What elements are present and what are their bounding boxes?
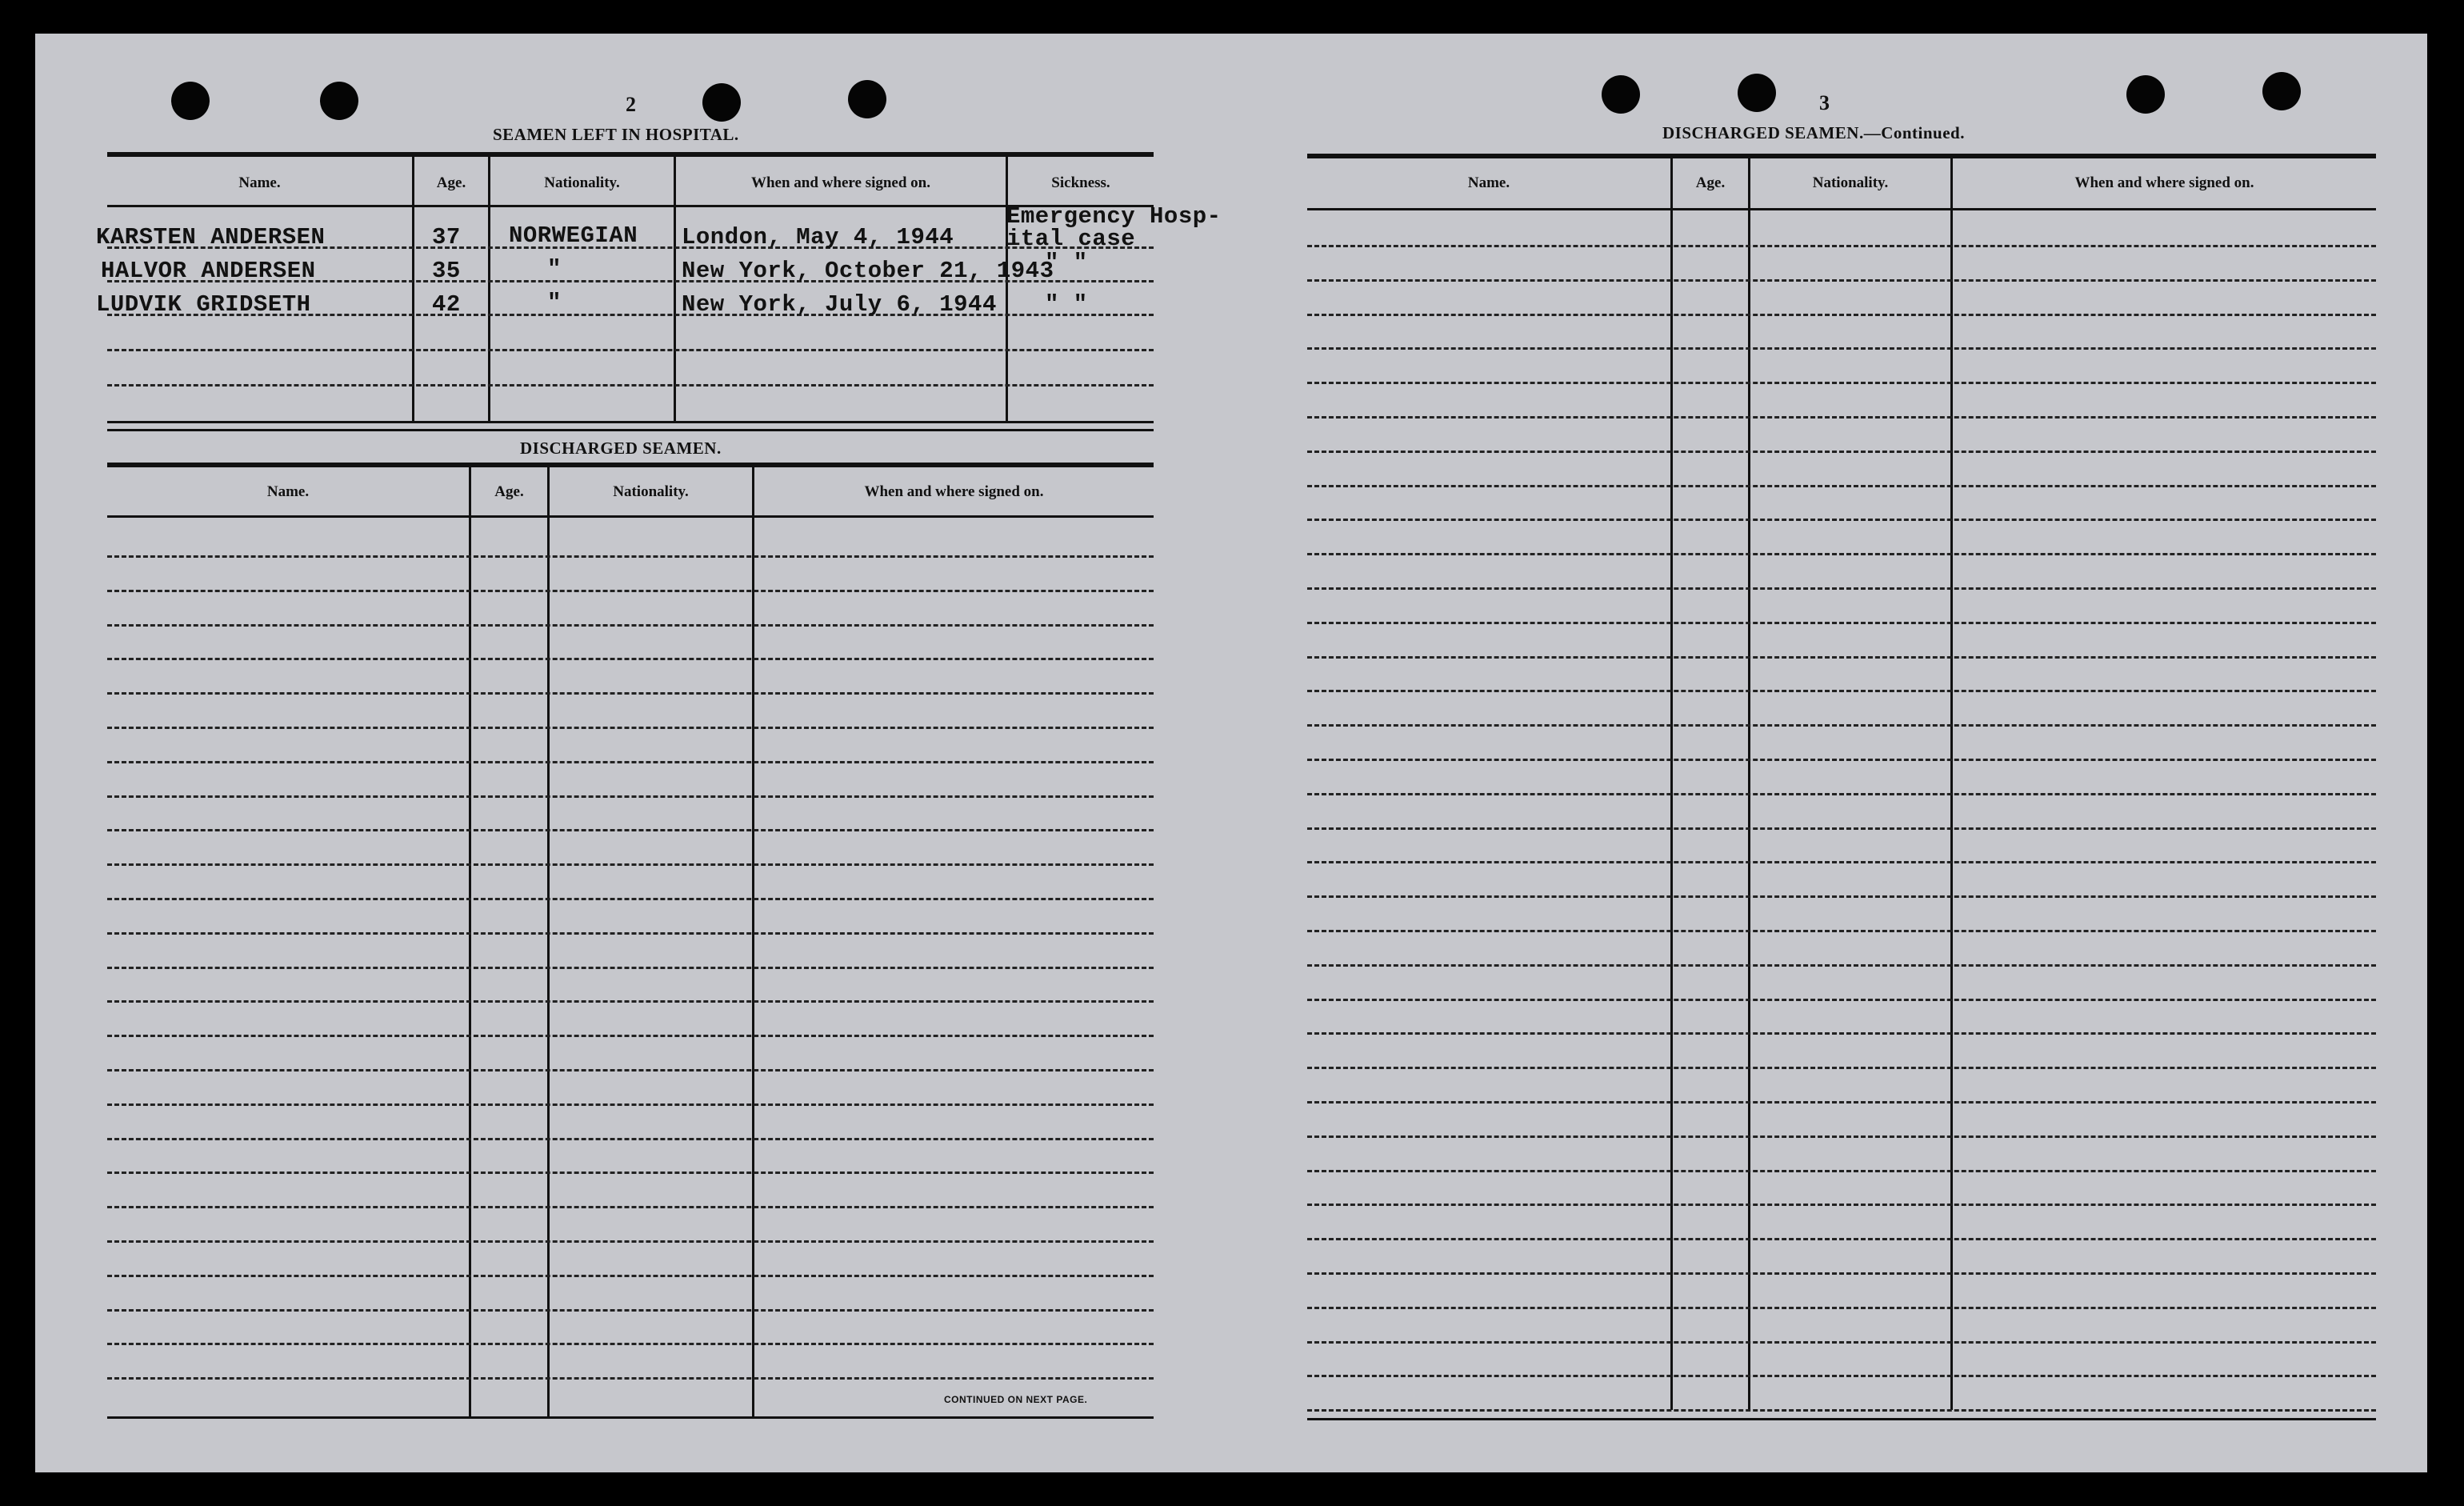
document-sheet (35, 34, 2427, 1472)
row-line (1307, 1067, 2376, 1069)
table-column-rule (674, 157, 676, 421)
punch-hole (320, 82, 358, 120)
table-rule (107, 421, 1154, 423)
row-line (107, 1000, 1154, 1003)
column-header-age: Age. (1695, 174, 1726, 191)
row-line (1307, 245, 2376, 247)
continued-footer: CONTINUED ON NEXT PAGE. (944, 1394, 1088, 1405)
row-line (107, 1240, 1154, 1243)
seaman-nationality: " (547, 256, 562, 282)
column-header-signed-on: When and where signed on. (750, 174, 930, 191)
page-number-right: 3 (1819, 91, 1830, 114)
continued-section-title: DISCHARGED SEAMEN.—Continued. (1662, 123, 1965, 142)
table-column-rule (412, 157, 414, 421)
column-header-nationality: Nationality. (613, 483, 689, 500)
column-header-nationality: Nationality. (1812, 174, 1889, 191)
punch-hole (1602, 75, 1640, 114)
seaman-signed-on: London, May 4, 1944 (682, 224, 954, 250)
column-header-age: Age. (494, 483, 524, 500)
row-line (107, 1309, 1154, 1312)
row-line (1307, 519, 2376, 521)
column-header-name: Name. (266, 483, 310, 500)
punch-hole (2126, 75, 2165, 114)
table-column-rule (1950, 158, 1953, 1410)
row-line (107, 829, 1154, 831)
page-number-left: 2 (626, 93, 636, 116)
table-rule (107, 205, 1154, 207)
seaman-signed-on: New York, July 6, 1944 (682, 291, 997, 318)
seaman-sickness-ditto: " " (1045, 250, 1088, 276)
row-line (107, 1206, 1154, 1208)
column-header-age: Age. (436, 174, 466, 191)
seaman-nationality: NORWEGIAN (509, 222, 638, 249)
punch-hole (2262, 72, 2301, 110)
seaman-signed-on: New York, October 21, 1943 (682, 258, 1054, 284)
row-line (1307, 793, 2376, 795)
table-rule (107, 1416, 1154, 1419)
table-rule (107, 429, 1154, 431)
row-line (1307, 759, 2376, 761)
column-header-sickness: Sickness. (1051, 174, 1110, 191)
column-header-signed-on: When and where signed on. (864, 483, 1044, 500)
row-line (1307, 827, 2376, 830)
row-line (1307, 347, 2376, 350)
punch-hole (702, 83, 741, 122)
row-line (107, 898, 1154, 900)
row-line (1307, 1136, 2376, 1138)
row-line (1307, 279, 2376, 282)
row-line (107, 1035, 1154, 1037)
row-line (1307, 622, 2376, 624)
row-line (107, 658, 1154, 660)
row-line (1307, 1375, 2376, 1377)
row-line (1307, 1272, 2376, 1275)
discharged-section-title: DISCHARGED SEAMEN. (520, 439, 722, 458)
row-line (107, 1377, 1154, 1380)
row-line (1307, 553, 2376, 555)
seaman-name: HALVOR ANDERSEN (101, 258, 316, 284)
row-line (107, 932, 1154, 935)
seaman-age: 42 (432, 291, 461, 318)
row-line (107, 349, 1154, 351)
row-line (107, 727, 1154, 729)
seaman-sickness: ital case (1006, 226, 1136, 252)
table-column-rule (488, 157, 490, 421)
row-line (1307, 964, 2376, 967)
seaman-age: 35 (432, 258, 461, 284)
column-header-name: Name. (1467, 174, 1510, 191)
row-line (1307, 895, 2376, 898)
seaman-name: KARSTEN ANDERSEN (96, 224, 326, 250)
row-line (107, 384, 1154, 387)
row-line (1307, 861, 2376, 863)
seaman-sickness: Emergency Hosp- (1006, 203, 1222, 230)
column-header-name: Name. (238, 174, 281, 191)
hospital-section-title: SEAMEN LEFT IN HOSPITAL. (493, 125, 739, 144)
punch-hole (1738, 74, 1776, 112)
table-rule (107, 515, 1154, 518)
row-line (1307, 1341, 2376, 1344)
row-line (107, 692, 1154, 695)
row-line (1307, 724, 2376, 727)
row-line (107, 555, 1154, 558)
row-line (1307, 690, 2376, 692)
row-line (107, 1138, 1154, 1140)
column-header-signed-on: When and where signed on. (2074, 174, 2254, 191)
punch-hole (171, 82, 210, 120)
table-rule (1307, 154, 2376, 158)
column-header-nationality: Nationality. (544, 174, 620, 191)
table-column-rule (1006, 157, 1008, 421)
row-line (107, 863, 1154, 866)
seaman-age: 37 (432, 224, 461, 250)
row-line (1307, 656, 2376, 659)
row-line (1307, 314, 2376, 316)
seaman-sickness: " " (1045, 291, 1088, 318)
row-line (1307, 999, 2376, 1001)
row-line (1307, 1307, 2376, 1309)
row-line (1307, 930, 2376, 932)
row-line (107, 590, 1154, 592)
row-line (107, 1172, 1154, 1174)
row-line (107, 967, 1154, 969)
row-line (107, 1069, 1154, 1071)
row-line (1307, 587, 2376, 590)
row-line (1307, 382, 2376, 384)
row-line (1307, 451, 2376, 453)
seaman-name: LUDVIK GRIDSETH (96, 291, 311, 318)
row-line (107, 1343, 1154, 1345)
table-column-rule (1748, 158, 1750, 1410)
row-line (1307, 1204, 2376, 1206)
row-line (107, 761, 1154, 763)
row-line (1307, 1101, 2376, 1103)
row-line (1307, 485, 2376, 487)
table-rule (1307, 1418, 2376, 1420)
row-line (1307, 1238, 2376, 1240)
row-line (107, 1275, 1154, 1277)
table-rule (1307, 208, 2376, 210)
row-line (1307, 1409, 2376, 1412)
table-rule (107, 152, 1154, 157)
row-line (107, 1103, 1154, 1106)
seaman-nationality: " (547, 290, 562, 316)
row-line (1307, 1170, 2376, 1172)
table-rule (107, 463, 1154, 467)
table-column-rule (1670, 158, 1673, 1410)
row-line (107, 795, 1154, 798)
row-line (107, 624, 1154, 627)
row-line (1307, 416, 2376, 419)
row-line (1307, 1032, 2376, 1035)
punch-hole (848, 80, 886, 118)
